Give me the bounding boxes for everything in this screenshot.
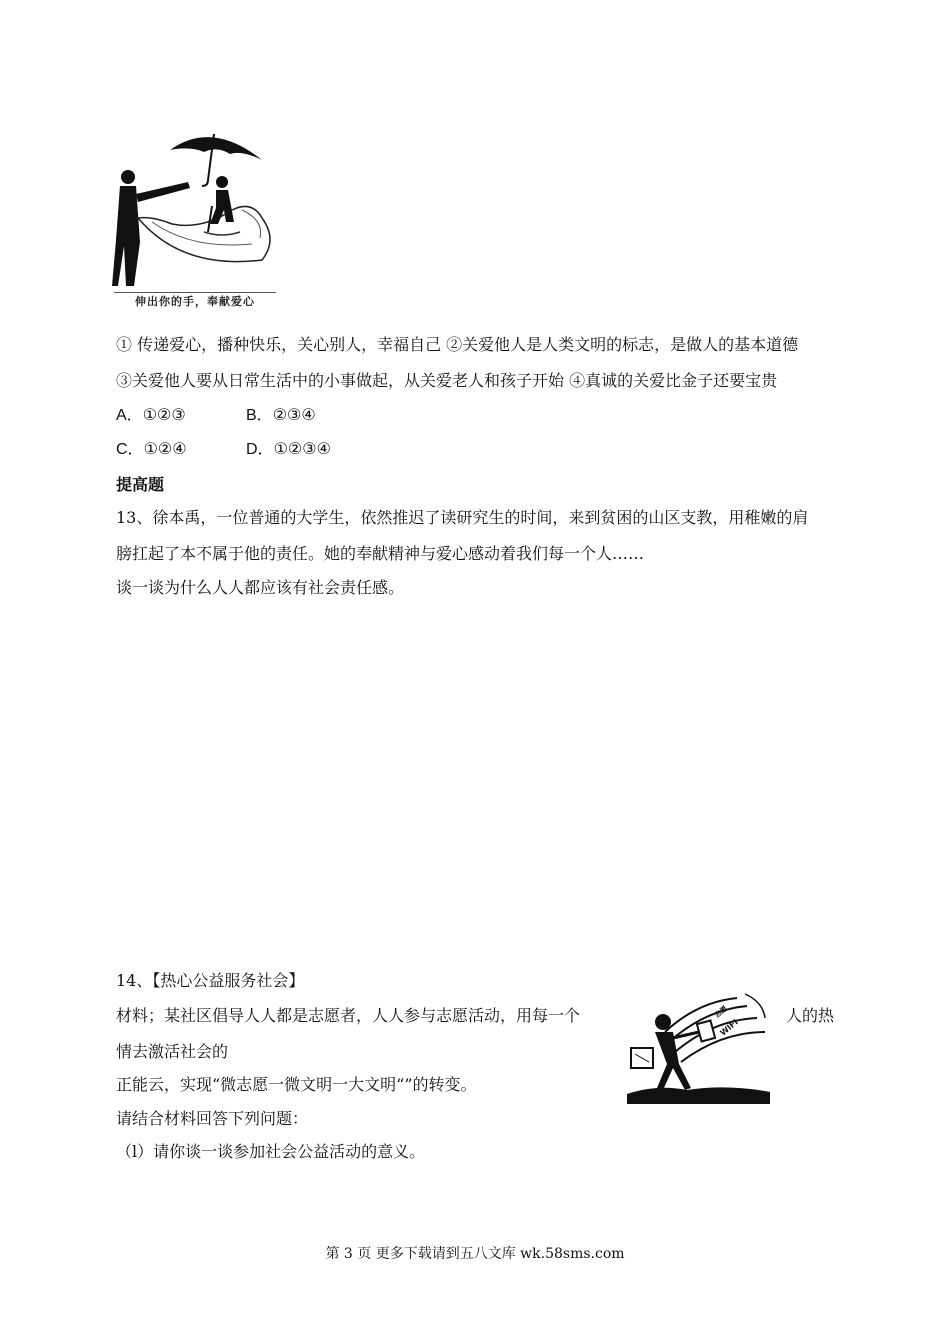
page-footer: 第 3 页 更多下载请到五八文库 wk.58sms.com	[325, 1246, 625, 1262]
helping-hand-illustration	[112, 120, 278, 312]
q13-line-2: 膀扛起了本不属于他的责任。她的奉献精神与爱心感动着我们每一个人……	[116, 544, 645, 563]
q14-material-right: 人的热	[786, 1006, 835, 1025]
option-letter: B．	[246, 407, 273, 424]
option-text: ②③④	[272, 405, 316, 424]
option-d	[246, 438, 331, 461]
option-c	[116, 438, 187, 461]
section-title: 提高题	[116, 477, 165, 494]
q14-sub-question-1: （l）请你谈一谈参加社会公益活动的意义。	[116, 1142, 426, 1161]
option-text: ①②③	[142, 405, 186, 424]
statements-line-1: ① 传递爱心，播种快乐，关心别人，幸福自己 ②关爱他人是人类文明的标志，是做人的基本道德	[116, 335, 799, 354]
option-text: ①②③④	[273, 439, 331, 458]
q13-line-1: 13、徐本禹，一位普通的大学生，依然推迟了读研究生的时间，来到贫困的山区支教，用稚嫩的肩	[116, 508, 809, 527]
q14-heading: 14、【热心公益服务社会】	[116, 971, 305, 990]
option-letter: A．	[116, 407, 143, 424]
volunteer-label: 志愿	[713, 1004, 730, 1020]
option-b	[246, 404, 316, 427]
option-a	[116, 404, 186, 427]
volunteer-wifi-icon	[627, 992, 770, 1104]
q14-material-line-2: 情去激活社会的	[116, 1042, 229, 1061]
statements-line-2: ③关爱他人要从日常生活中的小事做起，从关爱老人和孩子开始 ④真诚的关爱比金子还要宝贵	[116, 371, 778, 390]
wifi-label: WIFI	[718, 1017, 740, 1038]
q14-instruction: 请结合材料回答下列问题：	[116, 1109, 309, 1128]
figure-caption: 伸出你的手，奉献爱心	[114, 292, 276, 311]
umbrella-helping-hand-icon	[112, 120, 278, 292]
option-text: ①②④	[143, 439, 187, 458]
q14-material-start: 材料；某社区倡导人人都是志愿者，人人参与志愿活动，用每一个	[116, 1006, 581, 1025]
q14-material-line-3: 正能云，实现“微志愿一微文明一大文明“”的转变。	[116, 1075, 477, 1094]
q13-prompt: 谈一谈为什么人人都应该有社会责任感。	[116, 578, 405, 597]
option-letter: D．	[246, 441, 274, 458]
option-letter: C．	[116, 441, 144, 458]
volunteer-wifi-illustration	[627, 992, 770, 1104]
